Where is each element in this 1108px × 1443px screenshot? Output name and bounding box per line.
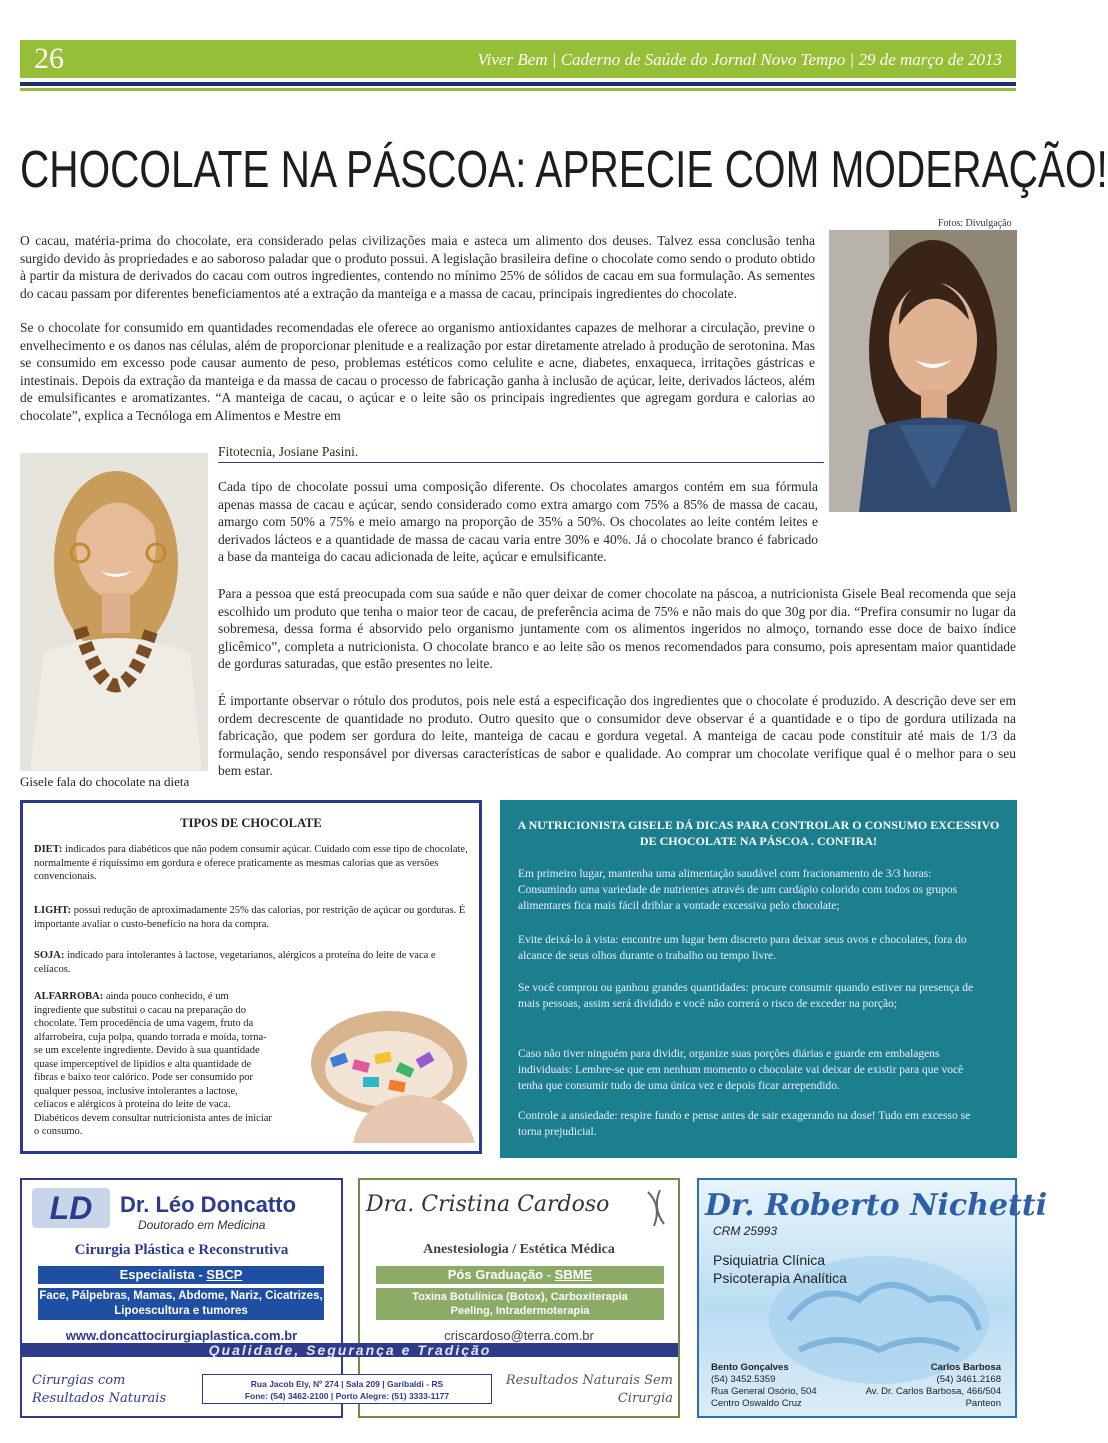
tipo-soja-text: indicado para intolerantes à lactose, vegetarianos, alérgicos a proteína do leite de vaca e celíacos. [34,950,436,975]
ad2-procedures: Toxina Botulínica (Botox), Carboxiterapia Peeling, Intradermoterapia [376,1288,664,1320]
ad3-office2-city: Carlos Barbosa [930,1362,1001,1373]
header-stripe-green [20,88,1016,91]
dicas-title: A NUTRICIONISTA GISELE DÁ DICAS PARA CONTROLAR O CONSUMO EXCESSIVO DE CHOCOLATE NA PÁSCOA . CONFIRA! [517,818,1000,848]
ad1-address-line2: Fone: (54) 3462-2100 | Porto Alegre: (51) 3333-1177 [244,1391,450,1401]
tipo-alfarroba [34,990,274,1139]
ad-roberto-nichetti[interactable] [697,1178,1048,1418]
ad2-footer-right: Resultados Naturais Sem Cirurgia [505,1373,673,1406]
quality-banner: Qualidade, Segurança e Tradição [22,1343,678,1357]
chocolate-egg-image [293,1003,475,1143]
ad1-procedures: Face, Pálpebras, Mamas, Abdome, Nariz, Cicatrizes, Lipoescultura e tumores [38,1288,324,1320]
ad3-office1-district: Centro Oswaldo Cruz [711,1398,802,1409]
dica-4: Caso não tiver ninguém para dividir, organize suas porções diárias e guarde em embalagens individuais: Lembre-se que em nenhum momento o chocolate vai deixar de existir para que você tenha que consumir tudo de uma única vez e depois ficar arrependido. [518,1048,964,1092]
ad1-specialist-prefix: Especialista - [119,1267,207,1282]
ad1-name: Dr. Léo Doncatto [120,1192,297,1217]
tipo-alfarroba-text: ainda pouco conhecido, é um ingrediente que substitui o cacau na preparação do chocolate. Tem procedência de uma vagem, fruto da alfarrobeira, cuja polpa, quando torrada e moída, torna-se um excelente ingrediente. Devido à sua quantidade quase imperceptível de lipídios e alta quantidade de fibras e baixo teor calórico. Pode ser consumido por qualquer pessoa, inclusive intolerantes a lactose, celíacos e alérgicos à proteína do leite de vaca. Diabéticos devem consultar nutricionista antes de iniciar o consumo. [34,991,272,1137]
ad3-office-carlos-barbosa [866,1362,1001,1410]
ad3-office1-street: Rua General Osório, 504 [711,1386,817,1397]
tipo-soja-label: SOJA: [34,950,65,961]
photo-caption: Gisele fala do chocolate na dieta [20,774,190,789]
tipo-diet [34,843,472,884]
headline: CHOCOLATE NA PÁSCOA: APRECIE COM MODERAÇÃO! [20,141,1108,199]
article-paragraph-3: Cada tipo de chocolate possui uma composição diferente. Os chocolates amargos contém em sua fórmula apenas massa de cacau e açúcar, sendo considerado como extra amargo com 75% a 85% de massa de cacau, amargo com 50% a 75% e meio amargo na proporção de 35% a 50%. Os chocolates ao leite contém leites e derivados lácteos e a quantidade de massa de cacau varia entre 30% e 40%. Já o chocolate branco é fabricado a base da manteiga do cacau adicionada de leite, açúcar e emulsificante. [218,479,818,564]
ad3-office1-city: Bento Gonçalves [711,1362,789,1373]
ad3-office2-phone: (54) 3461.2168 [936,1374,1001,1385]
page-number: 26 [34,42,64,75]
ad3-name: Dr. Roberto Nichetti [705,1188,1048,1223]
ad3-specialty-2: Psicoterapia Analítica [713,1270,847,1286]
ad2-grad-badge [376,1266,664,1284]
dica-1: Em primeiro lugar, mantenha uma alimentação saudável com fracionamento de 3/3 horas: Consumindo uma variedade de nutrientes através de um cardápio colorido com todos os grupos alimentares fica mais fácil driblar a vontade excessiva pelo chocolate; [518,868,958,912]
dica-5: Controle a ansiedade: respire fundo e pense antes de sair exagerando na dose! Tudo em excesso se torna prejudicial. [518,1110,971,1138]
dica-3: Se você comprou ou ganhou grandes quantidades: procure consumir quando estiver na presença de mais pessoas, assim será dividido e você não correrá o risco de exceder na porção; [518,982,974,1010]
ad3-crm: CRM 25993 [713,1224,778,1238]
tipo-light [34,904,472,931]
header-stripe [20,82,1016,86]
tipo-light-label: LIGHT: [34,905,72,916]
tipo-diet-label: DIET: [34,844,63,855]
ad3-specialty-1: Psiquiatria Clínica [713,1252,826,1268]
article-paragraph-2-end: Fitotecnia, Josiane Pasini. [218,444,359,459]
ad1-address-line1: Rua Jacob Ely, Nº 274 | Sala 209 | Garibaldi - RS [250,1379,444,1389]
tipo-alfarroba-label: ALFARROBA: [34,991,104,1002]
tipo-light-text: possui redução de aproximadamente 25% das calorias, por restrição de açúcar ou gorduras. É importante avaliar o custo-benefício na hora da compra. [34,905,466,930]
tipo-diet-text: indicados para diabéticos que não podem consumir açúcar. Cuidado com esse tipo de chocolate, normalmente é riquíssimo em gordura e oferece praticamente as mesmas calorias que as versões convencionais. [34,844,468,882]
article-paragraph-5: É importante observar o rótulo dos produtos, pois nele está a especificação dos ingredientes que o chocolate é produzido. A descrição deve ser em ordem decrescente de quantidade no produto. Outro quesito que o consumidor deve observar é a quantidade e o tipo de gordura utilizada na fabricação, que podem ser gordura do leite, manteiga de cacau e gordura vegetal. A manteiga de cacau pode constituir até mais de 1/3 da formulação, sendo responsável por diversas características de sabor e qualidade. Ao comprar um chocolate verifique qual é o melhor para o seu bem estar. [218,693,1016,778]
article-paragraph-2: Se o chocolate for consumido em quantidades recomendadas ele oferece ao organismo antioxidantes capazes de melhorar a circulação, previne o envelhecimento e os danos nas células, além de proporcionar plenitude e a realização por estar diretamente atrelado à produção de serotonina. Mas se consumido em excesso pode causar aumento de peso, problemas estéticos como celulite e acne, diabetes, enxaqueca, irritações gástricas e intestinais. Depois da extração da manteiga e da massa de cacau o processo de fabricação ganha à inclusão de açúcar, leite, derivados lácteos, além de emulsificantes e aromatizantes. “A manteiga de cacau, o açúcar e o leite são os principais ingredientes que agregam gordura e calorias ao chocolate”, explica a Tecnóloga em Alimentos e Mestre em [20,320,815,423]
ad1-logo: LD [32,1188,110,1228]
photo-credit: Fotos: Divulgação [938,218,1012,229]
ad2-email[interactable]: criscardoso@terra.com.br [444,1328,594,1343]
tipos-title: TIPOS DE CHOCOLATE [180,816,322,830]
ad3-office1-phone: (54) 3452.5359 [711,1374,776,1385]
tipo-soja [34,949,472,976]
ad1-website[interactable]: www.doncattocirurgiaplastica.com.br [65,1328,298,1343]
article-paragraph-4: Para a pessoa que está preocupada com sua saúde e não quer deixar de comer chocolate na páscoa, a nutricionista Gisele Beal recomenda que seja escolhido um produto que tenha o maior teor de cacau, de preferência acima de 75% e não mais do que 30g por dia. “Prefira consumir no lugar da sobremesa, dessa forma é absorvido pelo organismo juntamente com os alimentos ingeridos no almoço, tornando esse doce de baixo índice glicêmico”, completa a nutricionista. O chocolate branco e ao leite são os menos recomendados para consumo, pois apresentam maior quantidade de gorduras saturadas, que estão presentes no leite. [218,586,1016,671]
ad2-grad-prefix: Pós Graduação - [447,1267,555,1282]
header-info: Viver Bem | Caderno de Saúde do Jornal Novo Tempo | 29 de março de 2013 [477,50,1002,69]
photo-josiane [829,230,1017,512]
ad1-specialty: Cirurgia Plástica e Reconstrutiva [74,1242,289,1258]
dica-2: Evite deixá-lo à vista: encontre um lugar bem discreto para deixar seus ovos e chocolates, fora do alcance de seus olhos durante o trabalho ou tempo livre. [518,934,967,962]
ad2-name: Dra. Cristina Cardoso [366,1192,610,1217]
dicas-box [500,800,1017,1158]
ad1-subtitle: Doutorado em Medicina [138,1218,266,1232]
ad2-logo-icon [642,1186,672,1230]
article-upper [20,232,815,424]
divider-line [218,462,824,463]
ad3-office2-street: Av. Dr. Carlos Barbosa, 466/504 [865,1386,1001,1397]
ad1-specialist-badge [38,1266,324,1284]
ad3-office-bento [711,1362,817,1410]
ad3-office2-district: Panteon [965,1398,1001,1409]
tipos-box [20,800,482,1154]
ad-address-box [202,1374,492,1404]
ad1-footer-left: Cirurgias com Resultados Naturais [32,1373,167,1406]
ad1-specialist-org: SBCP [206,1267,243,1282]
ad2-grad-org: SBME [554,1267,593,1282]
ad2-specialty: Anestesiologia / Estética Médica [423,1242,615,1257]
article-paragraph-1: O cacau, matéria-prima do chocolate, era considerado pelas civilizações maia e asteca um alimento dos deuses. Talvez essa conclusão tenha surgido devido às propriedades e ao saboroso paladar que o produto possui. A legislação brasileira define o chocolate como sendo o produto obtido à partir da mistura de derivados do cacau com outros ingredientes, contendo no mínimo 25% de sólidos de cacau em sua formulação. As sementes do cacau passam por diferentes beneficiamentos até a extração da manteiga e a massa de cacau, principais ingredientes do chocolate. [20,233,815,301]
photo-gisele [20,453,208,771]
